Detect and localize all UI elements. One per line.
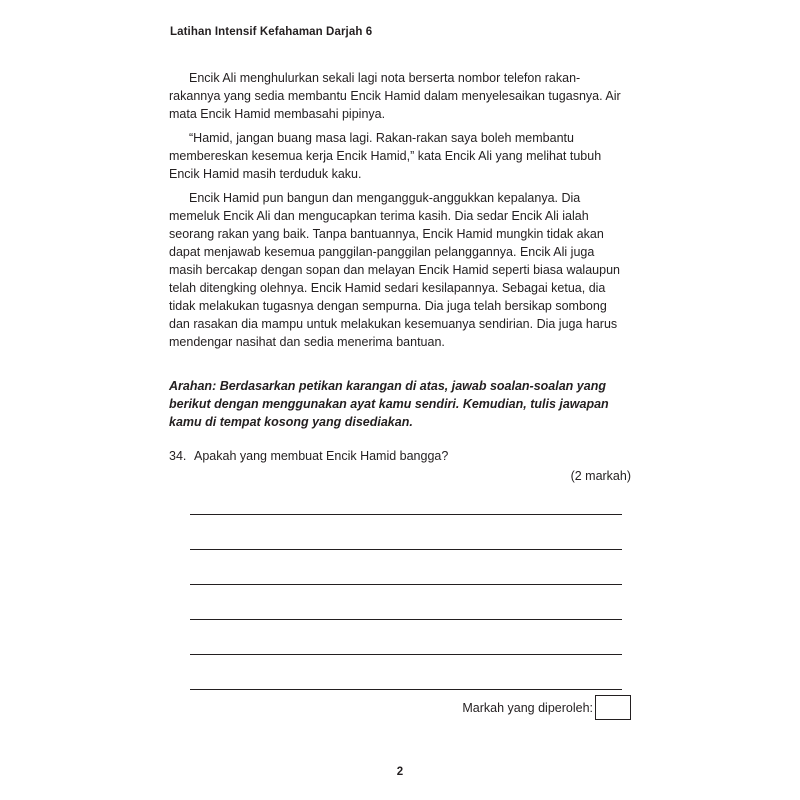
- reading-passage: [169, 69, 631, 357]
- answer-line[interactable]: [190, 514, 622, 515]
- answer-line[interactable]: [190, 619, 622, 620]
- question-34: [169, 447, 448, 465]
- question-text: Apakah yang membuat Encik Hamid bangga?: [194, 449, 449, 463]
- page-header-title: Latihan Intensif Kefahaman Darjah 6: [170, 26, 373, 38]
- score-box[interactable]: [595, 695, 631, 720]
- score-label: Markah yang diperoleh:: [462, 700, 593, 715]
- answer-line[interactable]: [190, 584, 622, 585]
- instructions-text: Arahan: Berdasarkan petikan karangan di atas, jawab soalan-soalan yang berikut dengan menggunakan ayat kamu sendiri. Kemudian, tulis jawapan kamu di tempat kosong yang disediakan.: [169, 379, 609, 429]
- score-row: [462, 695, 631, 720]
- page-number: 2: [396, 766, 404, 778]
- passage-paragraph: “Hamid, jangan buang masa lagi. Rakan-rakan saya boleh membantu membereskan kesemua kerja Encik Hamid,” kata Encik Ali yang melihat tubuh Encik Hamid masih terduduk kaku.: [169, 131, 602, 181]
- passage-paragraph: Encik Hamid pun bangun dan mengangguk-anggukkan kepalanya. Dia memeluk Encik Ali dan mengucapkan terima kasih. Dia sedar Encik Ali ialah seorang rakan yang baik. Tanpa bantuannya, Encik Hamid mungkin tidak akan dapat menjawab kesemua panggilan-panggilan pelanggannya. Encik Ali juga masih bercakap dengan sopan dan melayan Encik Hamid seperti biasa walaupun telah ditengking olehnya. Encik Hamid sedari kesilapannya. Sebagai ketua, dia tidak melakukan tugasnya dengan sempurna. Dia juga telah bersikap sombong dan rasakan dia mampu untuk melakukan kesemuanya sendirian. Dia juga harus mendengar nasihat dan sedia menerima bantuan.: [169, 191, 620, 349]
- question-number: 34.: [169, 449, 187, 463]
- question-marks: (2 markah): [570, 469, 631, 483]
- answer-line[interactable]: [190, 654, 622, 655]
- answer-line[interactable]: [190, 689, 622, 690]
- passage-paragraph: Encik Ali menghulurkan sekali lagi nota berserta nombor telefon rakan-rakannya yang sedia membantu Encik Hamid dalam menyelesaikan tugasnya. Air mata Encik Hamid membasahi pipinya.: [169, 71, 621, 121]
- answer-line[interactable]: [190, 549, 622, 550]
